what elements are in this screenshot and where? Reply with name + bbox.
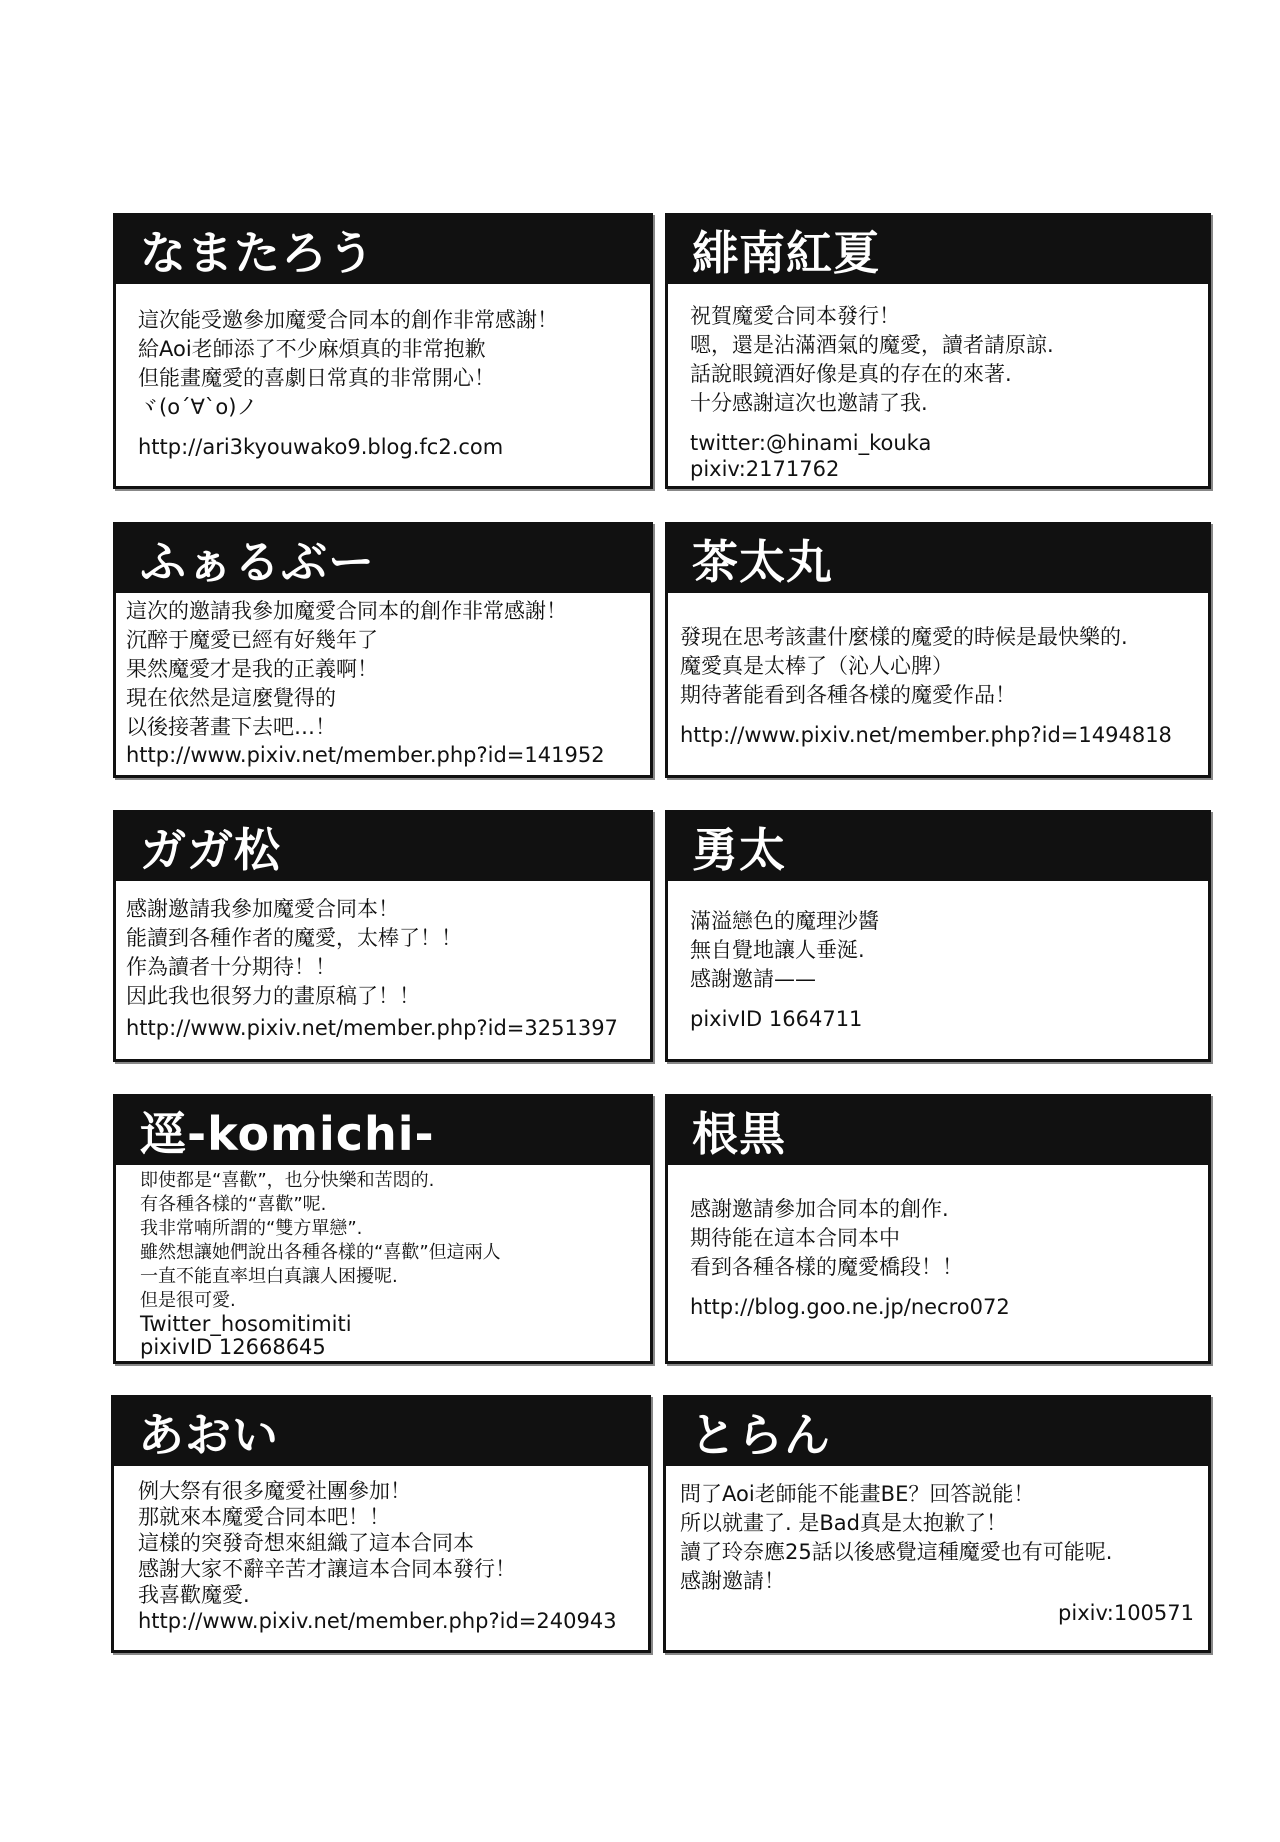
message-line: 感謝大家不辭辛苦才讓這本合同本發行！	[138, 1557, 516, 1581]
message-line: 這次的邀請我參加魔愛合同本的創作非常感謝！	[126, 599, 567, 623]
artist-message	[116, 1165, 650, 1359]
artist-message	[668, 284, 1208, 482]
message-line: 期待著能看到各種各樣的魔愛作品！	[680, 683, 1016, 707]
artist-card-namataro	[113, 213, 653, 489]
artist-name: なまたろう	[116, 216, 650, 284]
message-line: ヾ(o´∀`o)ノ	[138, 395, 258, 419]
artist-name: 茶太丸	[668, 525, 1208, 593]
artist-link[interactable]: pixiv:100571	[1058, 1601, 1194, 1625]
message-line: 即使都是“喜歡”，也分快樂和苦悶的.	[140, 1170, 435, 1191]
message-line: 能讀到各種作者的魔愛，太棒了！！	[126, 926, 462, 950]
message-line: 讀了玲奈應25話以後感覺這種魔愛也有可能呢.	[680, 1540, 1113, 1564]
artist-link[interactable]: pixivID 12668645	[140, 1335, 326, 1359]
message-line: 例大祭有很多魔愛社團參加！	[138, 1479, 411, 1503]
message-line: 無自覺地讓人垂涎.	[690, 938, 865, 962]
message-line: 滿溢戀色的魔理沙醬	[690, 909, 879, 933]
message-line: 期待能在這本合同本中	[690, 1226, 900, 1250]
artist-message	[116, 593, 650, 768]
message-line: 十分感謝這次也邀請了我.	[690, 391, 928, 415]
message-line: 感謝邀請——	[690, 967, 816, 991]
message-line: 魔愛真是太棒了（沁人心脾）	[680, 654, 953, 678]
message-line: 果然魔愛才是我的正義啊！	[126, 657, 378, 681]
artist-link[interactable]: pixiv:2171762	[690, 457, 840, 481]
message-line: 因此我也很努力的畫原稿了！！	[126, 984, 420, 1008]
message-line: 有各種各樣的“喜歡”呢.	[140, 1194, 327, 1215]
artist-card-hinami	[665, 213, 1211, 489]
artist-message	[668, 593, 1208, 748]
message-line: 話說眼鏡酒好像是真的存在的來著.	[690, 362, 1012, 386]
message-line: 祝賀魔愛合同本發行！	[690, 304, 900, 328]
message-line: 給Aoi老師添了不少麻煩真的非常抱歉	[138, 337, 486, 361]
artist-name: ふぁるぶー	[116, 525, 650, 593]
message-line: 發現在思考該畫什麼樣的魔愛的時候是最快樂的.	[680, 625, 1128, 649]
artist-link[interactable]: http://www.pixiv.net/member.php?id=1494818	[680, 723, 1172, 747]
artist-message	[666, 1466, 1208, 1626]
message-line: 感謝邀請參加合同本的創作.	[690, 1197, 949, 1221]
artist-link[interactable]: http://www.pixiv.net/member.php?id=240943	[138, 1609, 617, 1633]
artist-message	[116, 284, 650, 460]
artist-card-yuta	[665, 810, 1211, 1062]
message-line: 我非常喃所謂的“雙方單戀”.	[140, 1218, 363, 1239]
artist-link[interactable]: pixivID 1664711	[690, 1007, 863, 1031]
message-line: 沉醉于魔愛已經有好幾年了	[126, 628, 378, 652]
message-line: 看到各種各樣的魔愛橋段！！	[690, 1255, 963, 1279]
artist-name: 逕-komichi-	[116, 1097, 650, 1165]
message-line: 一直不能直率坦白真讓人困擾呢.	[140, 1266, 398, 1287]
message-line: 這樣的突發奇想來組織了這本合同本	[138, 1531, 474, 1555]
message-line: 問了Aoi老師能不能畫BE？回答説能！	[680, 1482, 1035, 1506]
artist-message	[668, 881, 1208, 1032]
artist-name: 根黒	[668, 1097, 1208, 1165]
artist-name: ガガ松	[116, 813, 650, 881]
artist-link[interactable]: http://www.pixiv.net/member.php?id=3251397	[126, 1016, 618, 1040]
artist-name: とらん	[666, 1398, 1208, 1466]
artist-card-chatamaru	[665, 522, 1211, 778]
artist-card-farubu	[113, 522, 653, 778]
artist-message	[668, 1165, 1208, 1320]
message-line: 以後接著畫下去吧…！	[126, 715, 336, 739]
artist-card-aoi	[111, 1395, 651, 1653]
message-line: 現在依然是這麼覺得的	[126, 686, 336, 710]
artist-link[interactable]: http://www.pixiv.net/member.php?id=141952	[126, 743, 605, 767]
message-line: 感謝邀請！	[680, 1569, 785, 1593]
artist-link[interactable]: Twitter_hosomitimiti	[140, 1312, 352, 1336]
message-line: 我喜歡魔愛.	[138, 1583, 250, 1607]
artist-card-neguro	[665, 1094, 1211, 1364]
artist-card-toran	[663, 1395, 1211, 1653]
message-line: 嗯，還是沾滿酒氣的魔愛，讀者請原諒.	[690, 333, 1054, 357]
message-line: 但能畫魔愛的喜劇日常真的非常開心！	[138, 366, 495, 390]
artist-name: 勇太	[668, 813, 1208, 881]
artist-card-gagamatsu	[113, 810, 653, 1062]
message-line: 雖然想讓她們說出各種各樣的“喜歡”但這兩人	[140, 1242, 501, 1263]
artist-card-komichi	[113, 1094, 653, 1364]
artist-link[interactable]: http://ari3kyouwako9.blog.fc2.com	[138, 435, 504, 459]
message-line: 作為讀者十分期待！！	[126, 955, 336, 979]
artist-link[interactable]: http://blog.goo.ne.jp/necro072	[690, 1295, 1010, 1319]
message-line: 感謝邀請我參加魔愛合同本！	[126, 897, 399, 921]
message-line: 所以就畫了. 是Bad真是太抱歉了！	[680, 1511, 1007, 1535]
message-line: 但是很可愛.	[140, 1290, 236, 1311]
message-line: 這次能受邀參加魔愛合同本的創作非常感謝！	[138, 308, 558, 332]
artist-link[interactable]: twitter:@hinami_kouka	[690, 431, 932, 455]
message-line: 那就來本魔愛合同本吧！！	[138, 1505, 390, 1529]
artist-message	[114, 1466, 648, 1634]
artist-message	[116, 881, 650, 1041]
artist-name: あおい	[114, 1398, 648, 1466]
artist-name: 緋南紅夏	[668, 216, 1208, 284]
